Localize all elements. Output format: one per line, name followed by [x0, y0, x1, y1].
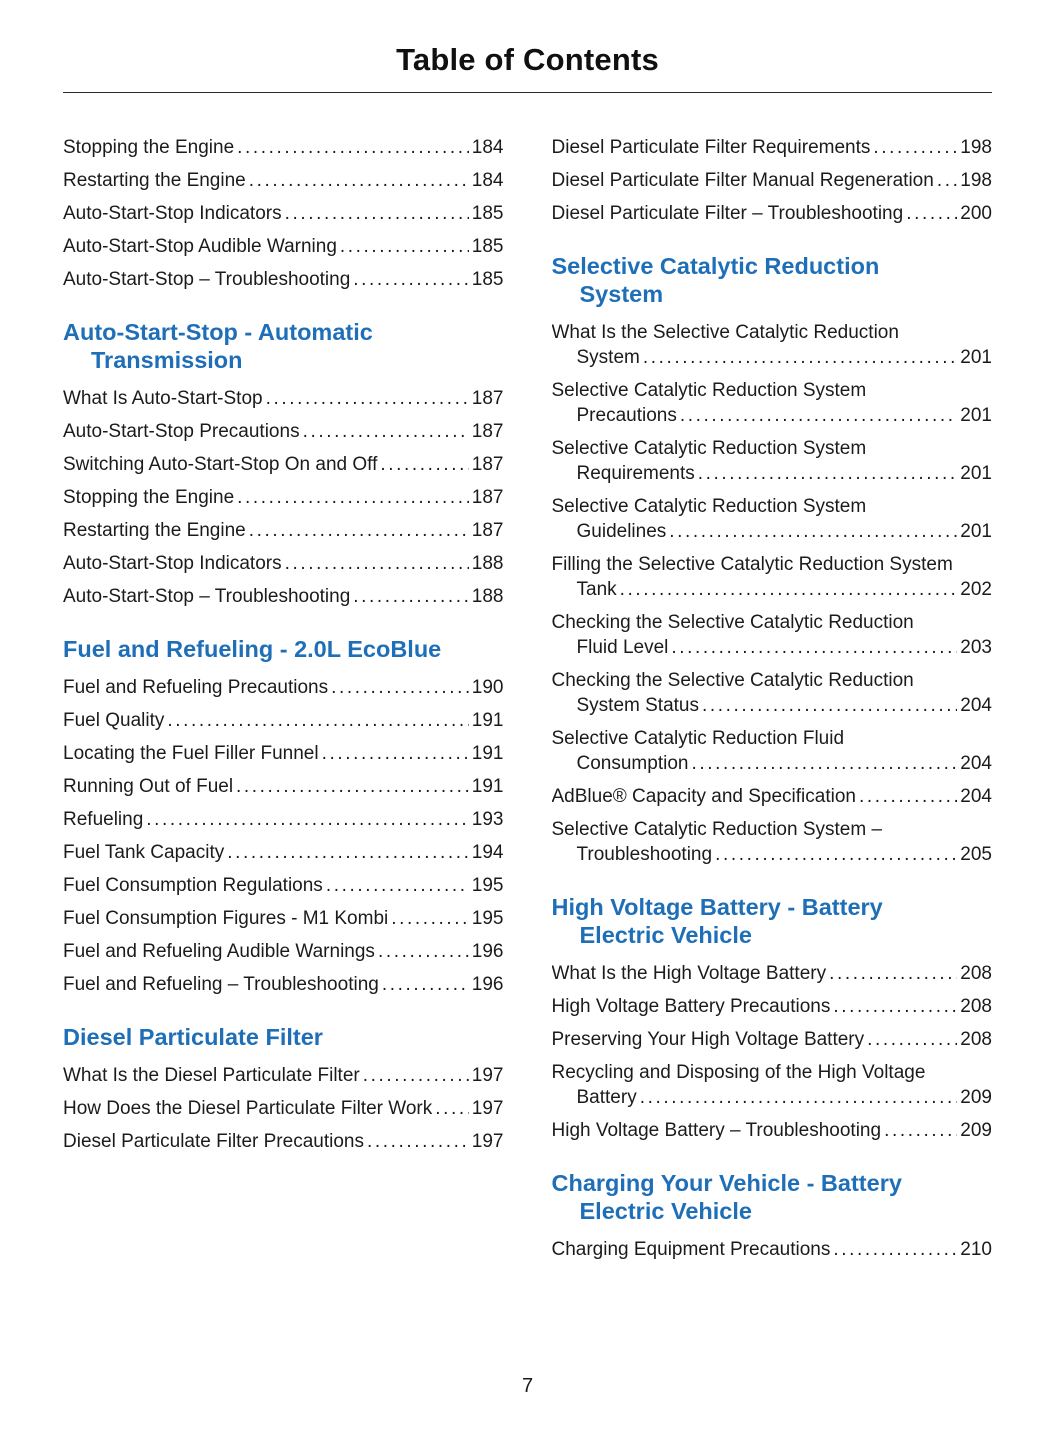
toc-entry-title: Fuel Consumption Regulations .....: [63, 873, 469, 898]
toc-entry: [63, 675, 504, 700]
toc-entry: [552, 168, 993, 193]
toc-entry: [63, 386, 504, 411]
toc-column-right: [552, 135, 993, 1270]
toc-entry: [552, 784, 993, 809]
toc-entry-page: 197: [471, 1131, 504, 1152]
page-number: 7: [521, 1375, 534, 1397]
toc-entry-title: AdBlue® Capacity and Specification .....: [552, 784, 958, 809]
toc-entry-title: Recycling and Disposing of the High Voltage Battery .....: [552, 1060, 958, 1110]
toc-entry-page: 201: [960, 405, 992, 426]
toc-section: [552, 252, 993, 867]
toc-section: [63, 318, 504, 609]
toc-entry-page: 210: [960, 1239, 992, 1260]
toc-entry-page: 187: [471, 388, 504, 409]
toc-section: [63, 1023, 504, 1154]
toc-section: [552, 135, 993, 226]
toc-entry-title: Refueling .....: [63, 807, 469, 832]
toc-entry: [552, 668, 993, 718]
toc-entry-title: High Voltage Battery Precautions .....: [552, 994, 958, 1019]
toc-entry-title: Auto-Start-Stop – Troubleshooting .....: [63, 584, 469, 609]
toc-entry-page: 209: [960, 1120, 992, 1141]
toc-entry-page: 187: [471, 421, 504, 442]
toc-entry: [63, 939, 504, 964]
toc-entry-page: 184: [471, 170, 504, 191]
toc-entry: [63, 485, 504, 510]
section-heading: Fuel and Refueling - 2.0L EcoBlue: [63, 636, 442, 662]
toc-entry-title: Running Out of Fuel .....: [63, 774, 469, 799]
toc-entry: [552, 135, 993, 160]
toc-entry: [552, 552, 993, 602]
toc-entry-page: 204: [960, 753, 992, 774]
toc-entry-title: Auto-Start-Stop Indicators .....: [63, 551, 469, 576]
toc-entry: [552, 320, 993, 370]
toc-entry: [552, 994, 993, 1019]
toc-entry: [552, 1027, 993, 1052]
toc-entry-title: Fuel Consumption Figures - M1 Kombi .....: [63, 906, 469, 931]
toc-section: [552, 893, 993, 1143]
toc-entry: [63, 972, 504, 997]
toc-section: [63, 135, 504, 292]
toc-entry-title: Fuel Quality .....: [63, 708, 469, 733]
toc-entry-title: Fuel and Refueling Precautions .....: [63, 675, 469, 700]
toc-entry-title: Stopping the Engine .....: [63, 135, 469, 160]
toc-entry: [63, 584, 504, 609]
toc-entry-title: Diesel Particulate Filter Requirements .....: [552, 135, 958, 160]
toc-entry-title: Selective Catalytic Reduction System Guidelines .....: [552, 494, 958, 544]
page-title: Table of Contents: [396, 42, 659, 77]
toc-entry-title: Charging Equipment Precautions .....: [552, 1237, 958, 1262]
toc-entry-title: High Voltage Battery – Troubleshooting .....: [552, 1118, 958, 1143]
toc-entry: [63, 419, 504, 444]
toc-entry-title: Auto-Start-Stop – Troubleshooting .....: [63, 267, 469, 292]
toc-entry: [552, 817, 993, 867]
toc-entry: [552, 201, 993, 226]
toc-entry-page: 190: [471, 677, 504, 698]
toc-column-left: [63, 135, 504, 1162]
title-divider: [63, 92, 992, 93]
toc-entry-title: Switching Auto-Start-Stop On and Off .....: [63, 452, 469, 477]
toc-entry-page: 184: [471, 137, 504, 158]
toc-entry-page: 196: [471, 941, 504, 962]
toc-entry: [63, 135, 504, 160]
section-heading: Auto-Start-Stop - Automatic Transmission: [63, 319, 373, 373]
toc-entry: [63, 201, 504, 226]
toc-entry: [552, 1118, 993, 1143]
toc-entry: [63, 741, 504, 766]
toc-entry-title: Stopping the Engine .....: [63, 485, 469, 510]
toc-entry-page: 197: [471, 1098, 504, 1119]
toc-entry-page: 188: [471, 553, 504, 574]
toc-entry-page: 208: [960, 1029, 992, 1050]
toc-entry: [552, 494, 993, 544]
toc-entry-page: 195: [471, 908, 504, 929]
toc-entry-title: Filling the Selective Catalytic Reduction System Tank .....: [552, 552, 958, 602]
toc-entry-title: What Is the Selective Catalytic Reduction System .....: [552, 320, 958, 370]
toc-entry-page: 201: [960, 463, 992, 484]
toc-entry-page: 201: [960, 347, 992, 368]
toc-entry: [63, 452, 504, 477]
toc-entry: [552, 610, 993, 660]
toc-entry: [63, 168, 504, 193]
toc-entry-title: Restarting the Engine .....: [63, 168, 469, 193]
toc-entry: [63, 267, 504, 292]
toc-entry-title: Auto-Start-Stop Indicators .....: [63, 201, 469, 226]
toc-entry-title: Auto-Start-Stop Audible Warning .....: [63, 234, 469, 259]
toc-entry-title: Selective Catalytic Reduction System – Troubleshooting .....: [552, 817, 958, 867]
toc-entry: [63, 807, 504, 832]
toc-entry: [63, 840, 504, 865]
toc-entry: [552, 378, 993, 428]
toc-entry-page: 209: [960, 1087, 992, 1108]
toc-entry-page: 185: [471, 269, 504, 290]
toc-entry-page: 204: [960, 695, 992, 716]
toc-entry-title: What Is the Diesel Particulate Filter .....: [63, 1063, 469, 1088]
toc-entry: [63, 906, 504, 931]
toc-entry-page: 187: [471, 454, 504, 475]
toc-entry-page: 195: [471, 875, 504, 896]
toc-entry-title: Selective Catalytic Reduction System Requirements .....: [552, 436, 958, 486]
toc-entry-title: How Does the Diesel Particulate Filter Work .....: [63, 1096, 469, 1121]
section-heading: Selective Catalytic Reduction System: [551, 253, 880, 307]
toc-entry-page: 201: [960, 521, 992, 542]
toc-entry-page: 188: [471, 586, 504, 607]
toc-entry-page: 198: [960, 170, 992, 191]
toc-entry-title: Checking the Selective Catalytic Reduction System Status .....: [552, 668, 958, 718]
toc-entry-title: Diesel Particulate Filter Precautions .....: [63, 1129, 469, 1154]
toc-entry-page: 191: [471, 743, 504, 764]
toc-entry-page: 197: [471, 1065, 504, 1086]
toc-entry-page: 194: [471, 842, 504, 863]
toc-entry-title: Diesel Particulate Filter – Troubleshooting .....: [552, 201, 958, 226]
toc-entry-title: Fuel and Refueling Audible Warnings .....: [63, 939, 469, 964]
toc-entry: [63, 1063, 504, 1088]
toc-entry-title: Locating the Fuel Filler Funnel .....: [63, 741, 469, 766]
section-heading: Charging Your Vehicle - Battery Electric Vehicle: [551, 1170, 902, 1224]
toc-entry: [552, 1237, 993, 1262]
toc-section: [63, 635, 504, 997]
toc-entry-title: Auto-Start-Stop Precautions .....: [63, 419, 469, 444]
toc-entry-page: 200: [960, 203, 992, 224]
toc-entry: [552, 961, 993, 986]
toc-entry-title: Fuel and Refueling – Troubleshooting .....: [63, 972, 469, 997]
toc-entry-title: Restarting the Engine .....: [63, 518, 469, 543]
toc-section: [552, 1169, 993, 1262]
toc-entry-page: 191: [471, 710, 504, 731]
toc-entry-title: What Is the High Voltage Battery .....: [552, 961, 958, 986]
toc-entry: [63, 774, 504, 799]
toc-entry-title: Selective Catalytic Reduction System Precautions .....: [552, 378, 958, 428]
toc-entry-page: 185: [471, 236, 504, 257]
toc-entry: [63, 708, 504, 733]
toc-entry-page: 187: [471, 487, 504, 508]
toc-entry-page: 198: [960, 137, 992, 158]
toc-entry-page: 205: [960, 844, 992, 865]
toc-entry-title: Fuel Tank Capacity .....: [63, 840, 469, 865]
toc-entry: [552, 436, 993, 486]
toc-entry-title: Checking the Selective Catalytic Reduction Fluid Level .....: [552, 610, 958, 660]
toc-entry-page: 203: [960, 637, 992, 658]
toc-entry: [552, 726, 993, 776]
toc-entry-page: 196: [471, 974, 504, 995]
toc-entry-title: What Is Auto-Start-Stop .....: [63, 386, 469, 411]
toc-columns: [63, 135, 992, 1270]
toc-entry: [63, 518, 504, 543]
section-heading: High Voltage Battery - Battery Electric Vehicle: [551, 894, 883, 948]
toc-entry-page: 208: [960, 996, 992, 1017]
toc-entry: [63, 1129, 504, 1154]
toc-entry-title: Preserving Your High Voltage Battery .....: [552, 1027, 958, 1052]
toc-entry-page: 191: [471, 776, 504, 797]
toc-entry-page: 208: [960, 963, 992, 984]
toc-entry-page: 202: [960, 579, 992, 600]
toc-entry-title: Selective Catalytic Reduction Fluid Consumption .....: [552, 726, 958, 776]
toc-entry-page: 185: [471, 203, 504, 224]
section-heading: Diesel Particulate Filter: [63, 1024, 323, 1050]
toc-entry: [63, 551, 504, 576]
toc-entry-page: 193: [471, 809, 504, 830]
toc-entry: [63, 873, 504, 898]
toc-entry: [63, 1096, 504, 1121]
toc-entry-page: 204: [960, 786, 992, 807]
toc-entry-title: Diesel Particulate Filter Manual Regeneration .....: [552, 168, 958, 193]
toc-entry: [63, 234, 504, 259]
toc-entry-page: 187: [471, 520, 504, 541]
toc-entry: [552, 1060, 993, 1110]
